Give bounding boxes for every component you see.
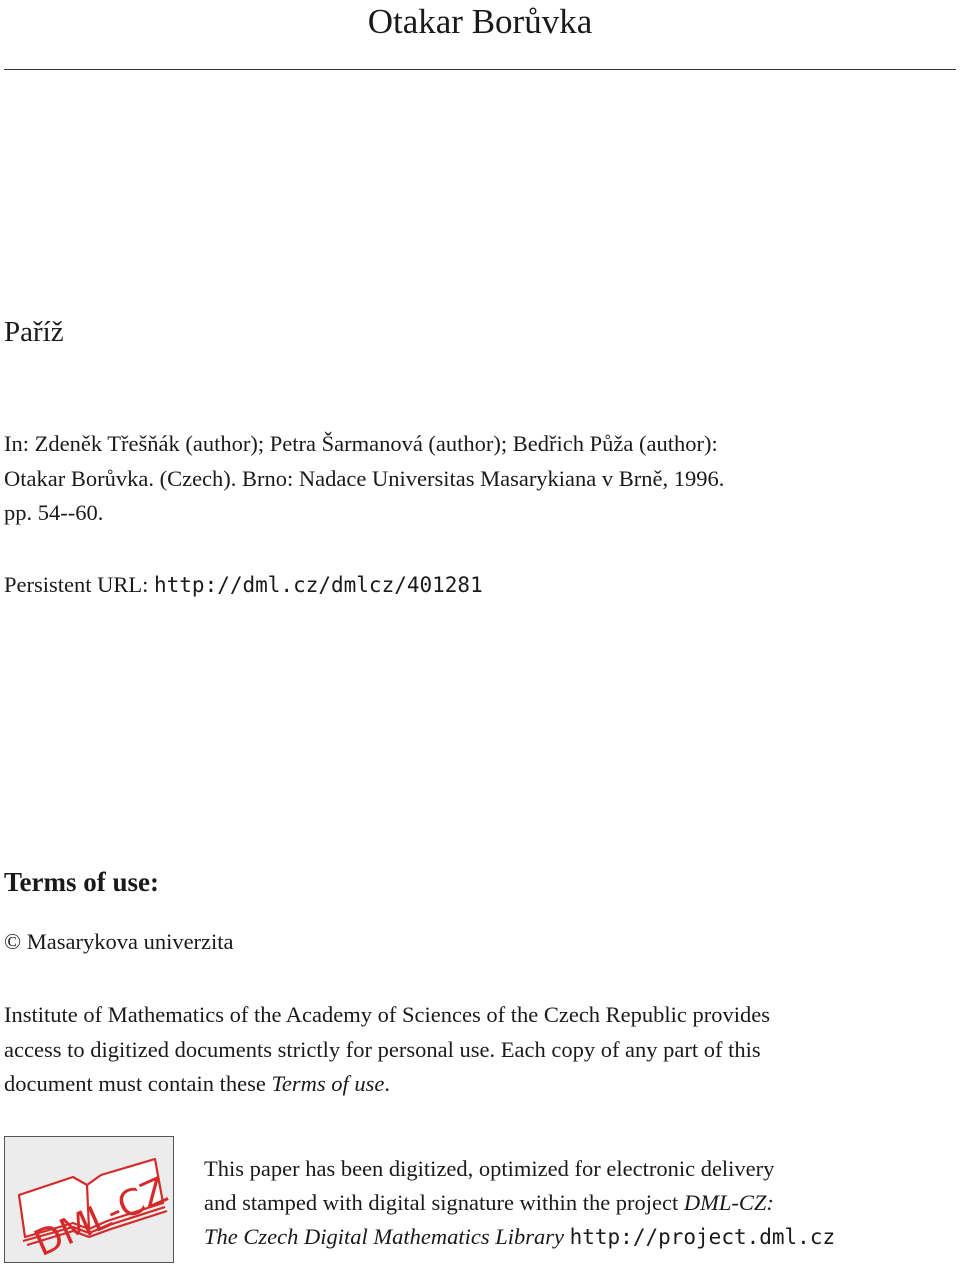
dml-cz-logo-icon: [5, 1137, 173, 1262]
footer-note: [204, 1152, 835, 1254]
copyright-line: [4, 925, 234, 959]
terms-body-line: [4, 1067, 956, 1102]
citation-line: pp. 54--60.: [4, 500, 104, 525]
footer-text: and stamped with digital signature within the project: [204, 1190, 684, 1215]
copyright-holder: Masarykova univerzita: [26, 929, 234, 954]
citation-block: [4, 427, 944, 531]
project-name: DML-CZ:: [683, 1190, 774, 1215]
dml-cz-logo: [4, 1136, 174, 1263]
copyright-icon: ©: [4, 929, 22, 954]
citation-line: Otakar Borůvka. (Czech). Brno: Nadace Universitas Masarykiana v Brně, 1996.: [4, 465, 725, 491]
persistent-url-link[interactable]: http://dml.cz/dmlcz/401281: [154, 573, 483, 597]
article-heading: Paříž: [4, 316, 64, 348]
terms-body-line: Institute of Mathematics of the Academy of Sciences of the Czech Republic provides: [4, 1002, 771, 1027]
footer-line: [204, 1186, 835, 1220]
terms-of-use-emphasis: Terms of use: [271, 1071, 385, 1096]
persistent-url-row: [4, 568, 483, 602]
title-divider: [4, 69, 956, 70]
terms-body-period: .: [384, 1071, 391, 1096]
document-title: Otakar Borůvka: [367, 2, 593, 41]
terms-body: [4, 998, 956, 1102]
terms-body-text: document must contain these: [4, 1071, 272, 1096]
footer-line: [204, 1220, 835, 1254]
logo-text: DML-CZ: [28, 1170, 173, 1262]
project-url-link[interactable]: http://project.dml.cz: [569, 1225, 836, 1249]
persistent-url-label: Persistent URL:: [4, 572, 149, 597]
citation-line: In: Zdeněk Třešňák (author); Petra Šarmanová (author); Bedřich Půža (author):: [4, 431, 718, 456]
library-name: The Czech Digital Mathematics Library: [204, 1224, 564, 1249]
terms-heading: Terms of use:: [4, 867, 159, 897]
terms-body-line: access to digitized documents strictly for personal use. Each copy of any part of this: [4, 1036, 761, 1062]
footer-line: This paper has been digitized, optimized for electronic delivery: [204, 1156, 775, 1181]
